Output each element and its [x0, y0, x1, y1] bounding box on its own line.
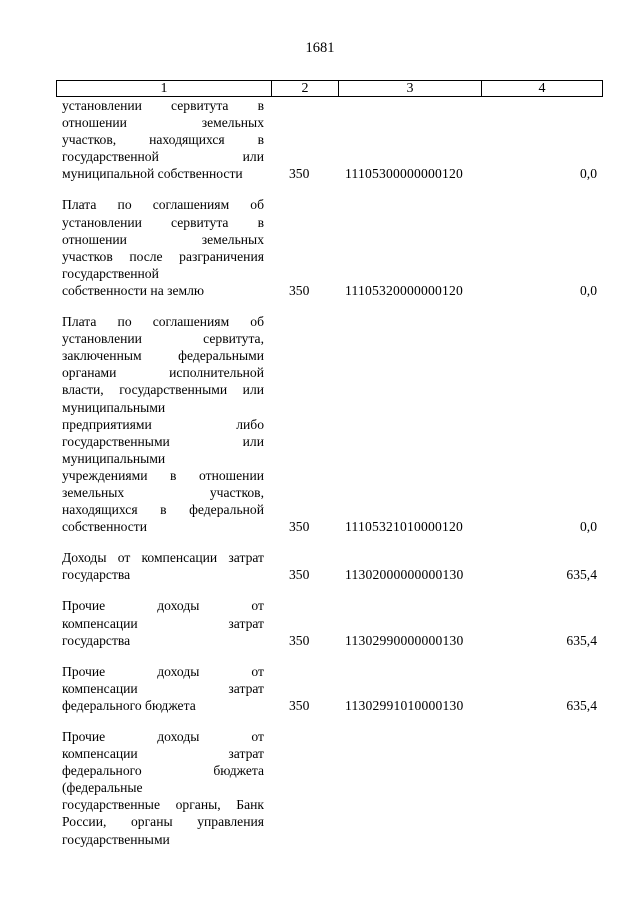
table-row: [0, 196, 640, 299]
description-line: государственной: [62, 265, 159, 281]
row-admin-code: 350: [289, 166, 310, 182]
column-header-2: 2: [272, 81, 339, 97]
row-budget-code: 11105321010000120: [345, 519, 463, 535]
description-line: Плата по соглашениям об: [62, 314, 264, 330]
description-line: находящихся в федеральной: [62, 502, 264, 518]
description-line: федерального бюджета: [62, 763, 264, 779]
column-header-4: 4: [482, 81, 603, 97]
description-line: Прочие доходы от: [62, 598, 264, 614]
description-line: органами исполнительной: [62, 365, 264, 381]
row-budget-code: 11302000000000130: [345, 567, 464, 583]
row-description: [62, 196, 264, 299]
description-line: заключенным федеральными: [62, 348, 264, 364]
description-line: государства: [62, 567, 131, 583]
row-admin-code: 350: [289, 519, 310, 535]
description-line: (федеральные: [62, 780, 143, 796]
description-line: федерального бюджета: [62, 697, 196, 713]
column-header-3: 3: [339, 81, 482, 97]
row-description: [62, 728, 264, 848]
row-amount: 0,0: [580, 166, 597, 182]
row-amount: 635,4: [566, 632, 597, 648]
row-amount: 0,0: [580, 519, 597, 535]
column-header-table: [56, 80, 603, 97]
page-number: 1681: [305, 40, 335, 56]
description-line: компенсации затрат: [62, 746, 264, 762]
description-line: Доходы от компенсации затрат: [62, 550, 264, 566]
description-line: установлении сервитута в: [62, 214, 264, 230]
description-line: компенсации затрат: [62, 615, 264, 631]
description-line: участков, находящихся в: [62, 132, 264, 148]
description-line: участков после разграничения: [62, 248, 264, 264]
table-body: [0, 97, 640, 862]
row-description: [62, 663, 264, 714]
description-line: компенсации затрат: [62, 680, 264, 696]
row-amount: 635,4: [566, 567, 597, 583]
description-line: предприятиями либо: [62, 416, 264, 432]
row-budget-code: 11105320000000120: [345, 282, 463, 298]
description-line: государственными или: [62, 433, 264, 449]
description-line: учреждениями в отношении: [62, 467, 264, 483]
row-amount: 0,0: [580, 282, 597, 298]
description-line: собственности на землю: [62, 282, 205, 298]
row-amount: 635,4: [566, 697, 597, 713]
table-row: [0, 597, 640, 648]
description-line: собственности: [62, 519, 148, 535]
row-description: [62, 313, 264, 535]
description-line: власти, государственными или: [62, 382, 264, 398]
description-line: государственные органы, Банк: [62, 797, 264, 813]
row-description: [62, 549, 264, 583]
row-budget-code: 11105300000000120: [345, 166, 463, 182]
description-line: Прочие доходы от: [62, 663, 264, 679]
description-line: Плата по соглашениям об: [62, 197, 264, 213]
description-line: государства: [62, 632, 131, 648]
description-line: государственными: [62, 831, 170, 847]
table-row: [0, 663, 640, 714]
description-line: России, органы управления: [62, 814, 264, 830]
table-row: [0, 97, 640, 182]
description-line: отношении земельных: [62, 115, 264, 131]
row-budget-code: 11302991010000130: [345, 697, 464, 713]
table-row: [0, 313, 640, 535]
row-description: [62, 597, 264, 648]
row-admin-code: 350: [289, 632, 310, 648]
description-line: муниципальными: [62, 450, 166, 466]
table-row: [0, 728, 640, 848]
row-admin-code: 350: [289, 282, 310, 298]
description-line: отношении земельных: [62, 231, 264, 247]
column-header-row: [57, 81, 603, 97]
row-admin-code: 350: [289, 697, 310, 713]
row-description: [62, 97, 264, 182]
row-admin-code: 350: [289, 567, 310, 583]
description-line: муниципальной собственности: [62, 166, 243, 182]
column-header-1: 1: [57, 81, 272, 97]
description-line: земельных участков,: [62, 484, 264, 500]
row-budget-code: 11302990000000130: [345, 632, 464, 648]
description-line: Прочие доходы от: [62, 729, 264, 744]
table-row: [0, 549, 640, 583]
description-line: установлении сервитута в: [62, 98, 264, 113]
description-line: государственной или: [62, 149, 264, 165]
description-line: установлении сервитута,: [62, 331, 264, 347]
description-line: муниципальными: [62, 399, 166, 415]
